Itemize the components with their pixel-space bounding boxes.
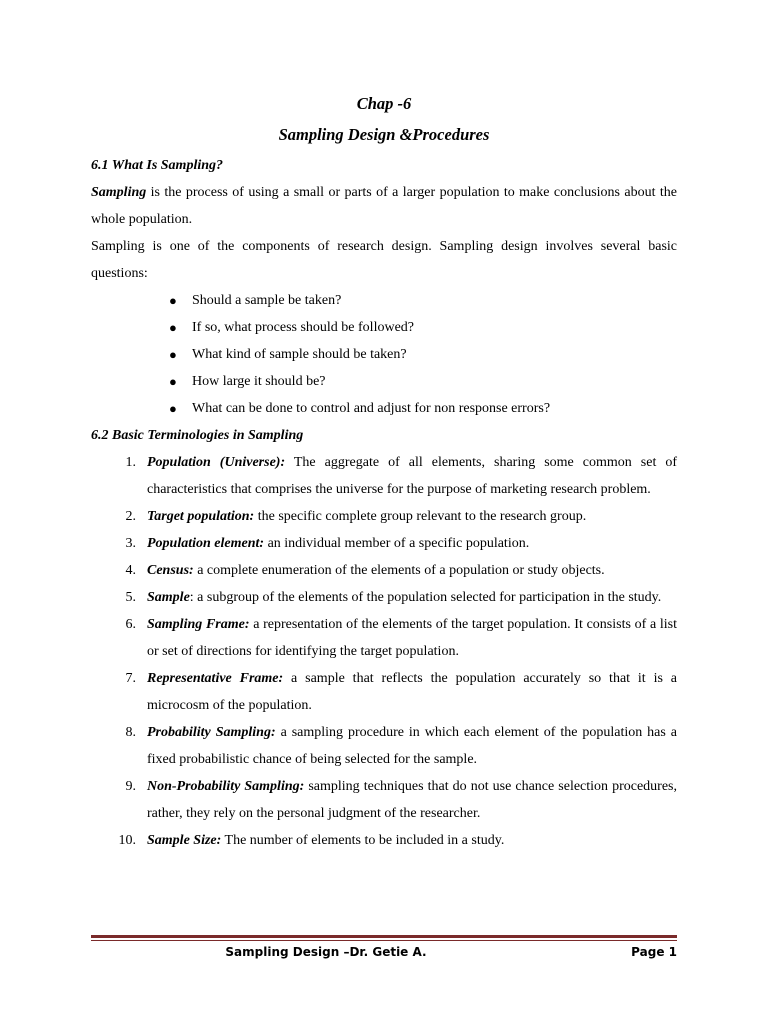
list-item — [91, 530, 677, 557]
list-item — [169, 368, 677, 395]
term-label: Population (Universe): — [147, 455, 286, 470]
footer-title: Sampling Design –Dr. Getie A. — [225, 945, 427, 959]
terminology-list — [91, 449, 677, 854]
list-number: 2. — [125, 509, 136, 524]
term-definition: the specific complete group relevant to the research group. — [254, 509, 587, 524]
sampling-intro: Sampling is one of the components of research design. Sampling design involves several basic questions: — [91, 239, 677, 281]
sampling-definition — [91, 179, 677, 233]
list-item — [91, 611, 677, 665]
term-label: Probability Sampling: — [147, 725, 276, 740]
term-definition: The number of elements to be included in a study. — [221, 833, 505, 848]
term-label: Sample Size: — [147, 833, 222, 848]
sampling-questions-list — [91, 287, 677, 422]
list-number: 9. — [125, 779, 136, 794]
term-definition: sampling techniques that do not use chance selection procedures, rather, they rely on the personal judgment of the researcher. — [147, 779, 678, 821]
term-label: Target population: — [147, 509, 255, 524]
bullet-icon: ● — [169, 347, 177, 362]
list-item-text: If so, what process should be followed? — [192, 320, 415, 335]
footer-rule-thin — [91, 940, 677, 941]
list-number: 8. — [125, 725, 136, 740]
term-definition: a complete enumeration of the elements of a population or study objects. — [193, 563, 605, 578]
list-item — [91, 449, 677, 503]
list-item-text: Should a sample be taken? — [192, 293, 342, 308]
chapter-heading: Chap -6 — [356, 94, 412, 113]
list-item-text: What kind of sample should be taken? — [192, 347, 407, 362]
bullet-icon: ● — [169, 401, 177, 416]
term-label: Non-Probability Sampling: — [147, 779, 305, 794]
list-number: 10. — [118, 833, 136, 848]
list-item — [169, 287, 677, 314]
bullet-icon: ● — [169, 293, 177, 308]
document-body — [91, 152, 677, 854]
section-heading-terminologies: 6.2 Basic Terminologies in Sampling — [91, 428, 304, 443]
list-item-text: What can be done to control and adjust for non response errors? — [192, 401, 551, 416]
term-definition: The aggregate of all elements, sharing some common set of characteristics that comprises the universe for the purpose of marketing research problem. — [147, 455, 678, 497]
list-item — [91, 719, 677, 773]
list-number: 1. — [125, 455, 136, 470]
definition-term: Sampling — [91, 185, 147, 200]
list-item — [169, 314, 677, 341]
term-label: Sampling Frame: — [147, 617, 250, 632]
list-item — [91, 773, 677, 827]
list-item — [91, 584, 677, 611]
list-item — [91, 557, 677, 584]
list-item-text: How large it should be? — [192, 374, 326, 389]
term-definition: a sampling procedure in which each element of the population has a fixed probabilistic chance of being selected for the sample. — [147, 725, 677, 767]
bullet-icon: ● — [169, 374, 177, 389]
list-number: 6. — [125, 617, 136, 632]
term-definition: an individual member of a specific population. — [264, 536, 530, 551]
list-number: 3. — [125, 536, 136, 551]
list-number: 4. — [125, 563, 136, 578]
list-item — [91, 503, 677, 530]
term-label: Population element: — [147, 536, 265, 551]
page-number: Page 1 — [631, 945, 677, 959]
list-number: 5. — [125, 590, 136, 605]
definition-text: is the process of using a small or parts of a larger population to make conclusions about the whole population. — [91, 185, 677, 227]
bullet-icon: ● — [169, 320, 177, 335]
term-definition: a sample that reflects the population accurately so that it is a microcosm of the population. — [147, 671, 677, 713]
term-label: Census: — [147, 563, 194, 578]
footer-rule-thick — [91, 935, 677, 938]
list-item — [169, 395, 677, 422]
term-label: Sample — [147, 590, 190, 605]
list-number: 7. — [125, 671, 136, 686]
term-definition: a representation of the elements of the target population. It consists of a list or set of directions for identifying the target population. — [147, 617, 677, 659]
list-item — [169, 341, 677, 368]
list-item — [91, 827, 677, 854]
document-title: Sampling Design &Procedures — [278, 125, 490, 144]
section-heading-what-is-sampling: 6.1 What Is Sampling? — [91, 158, 224, 173]
list-item — [91, 665, 677, 719]
term-definition: : a subgroup of the elements of the population selected for participation in the study. — [189, 590, 662, 605]
term-label: Representative Frame: — [147, 671, 284, 686]
